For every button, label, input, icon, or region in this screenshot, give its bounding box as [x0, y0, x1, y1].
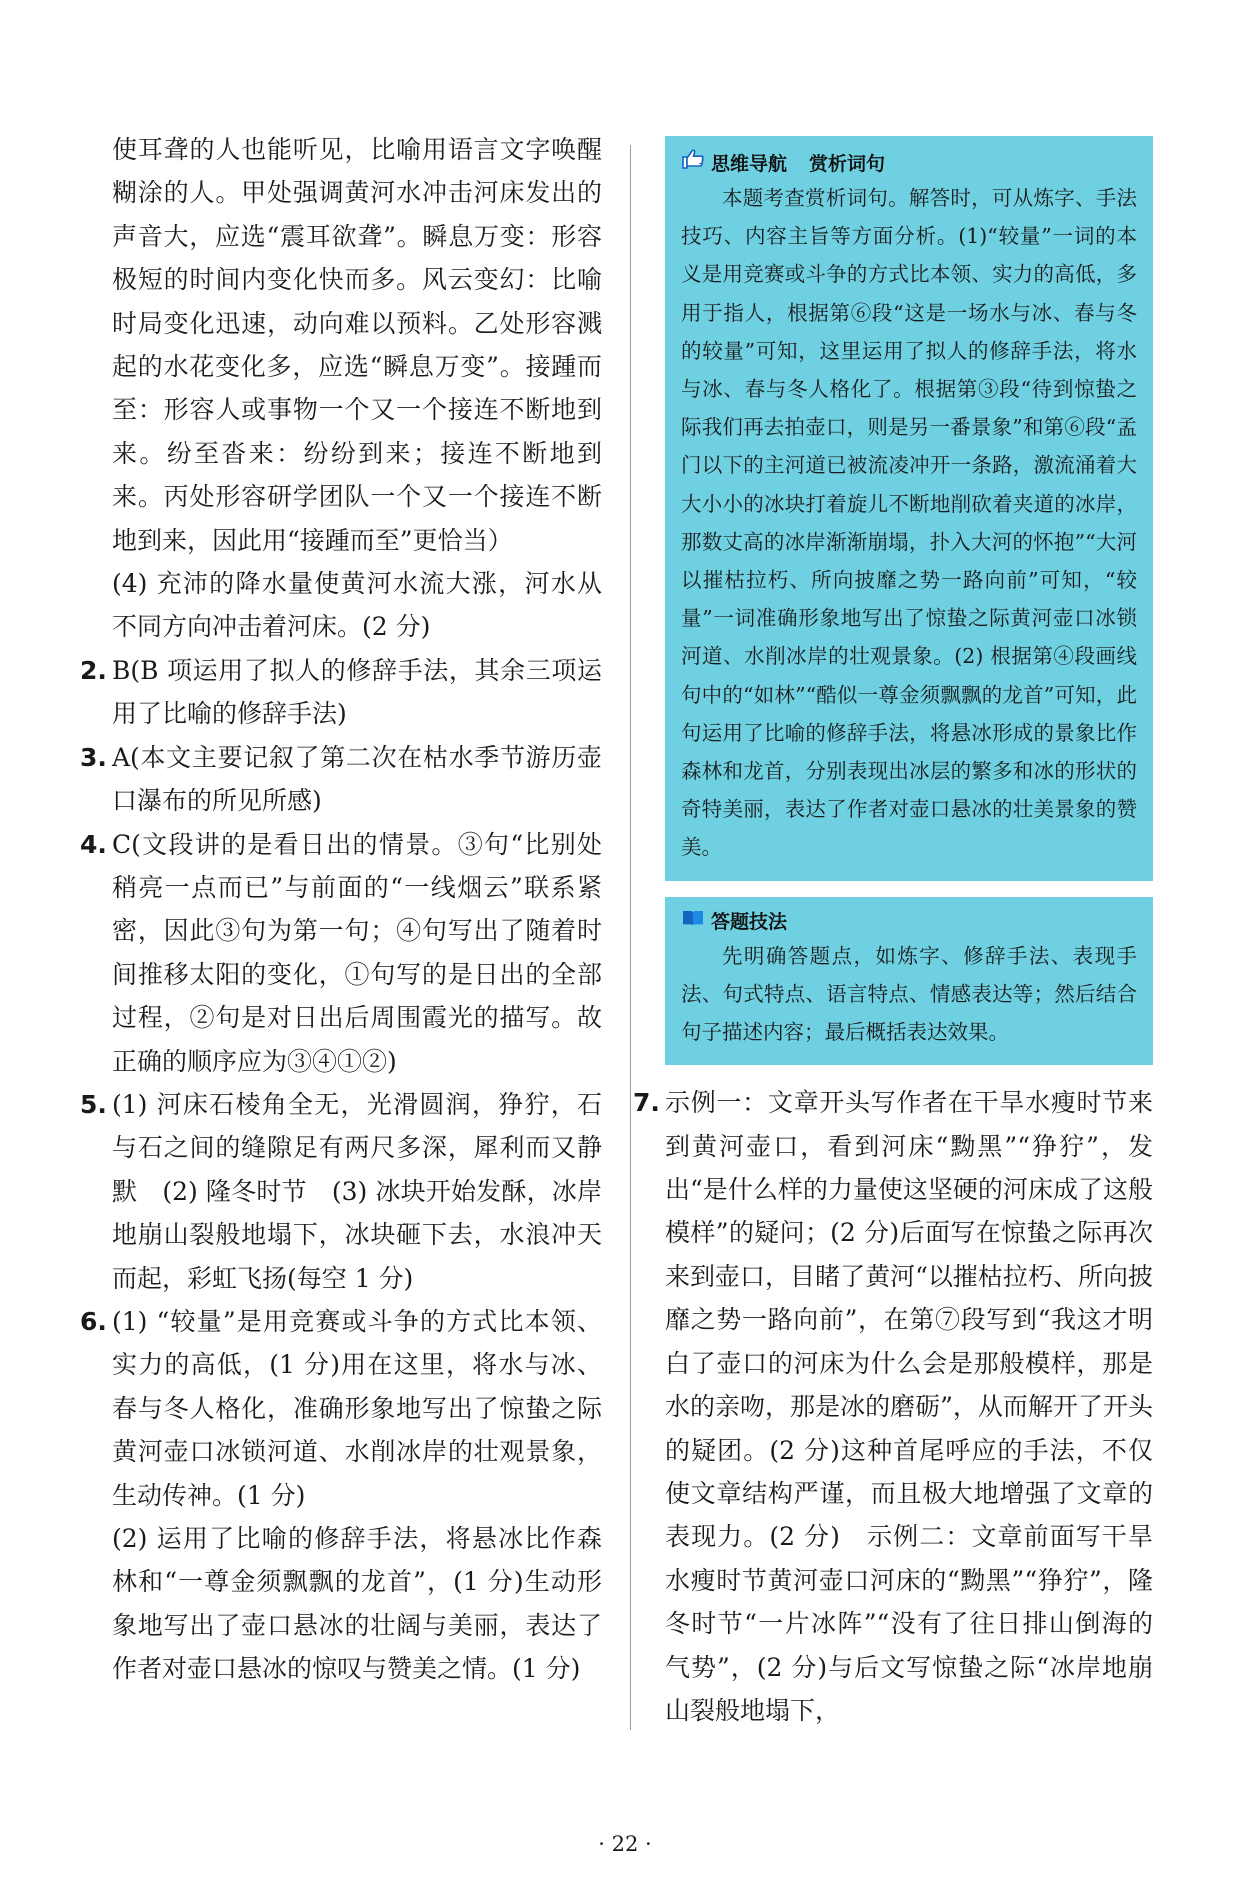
book-icon: [681, 907, 705, 937]
item-text: B(B 项运用了拟人的修辞手法，其余三项运用了比喻的修辞手法): [112, 655, 602, 729]
box-header: [681, 148, 1137, 179]
answer-6-part-2: (2) 运用了比喻的修辞手法，将悬冰比作森林和“一尊金须飘飘的龙首”，(1 分)生动形象地写出了壶口悬冰的壮阔与美丽，表达了作者对壶口悬冰的惊叹与赞美之情。(1 分): [112, 1524, 602, 1684]
answer-item-3: [80, 736, 602, 823]
item-text: (1) 河床石棱角全无，光滑圆润，狰狞，石与石之间的缝隙足有两尺多深，犀利而又静默 (2) 隆冬时节 (3) 冰块开始发酥，冰岸地崩山裂般地塌下，冰块砸下去，水浪冲天而起，彩虹飞扬(每空 1 分): [112, 1089, 602, 1293]
left-column: [80, 128, 602, 1691]
answer-skill-box: [665, 897, 1153, 1066]
skill-text: 先明确答题点，如炼字、修辞手法、表现手法、句式特点、语言特点、情感表达等；然后结合句子描述内容；最后概括表达效果。: [681, 943, 1137, 1045]
answer-continuation: 使耳聋的人也能听见，比喻用语言文字唤醒糊涂的人。甲处强调黄河水冲击河床发出的声音大，应选“震耳欲聋”。瞬息万变：形容极短的时间内变化快而多。风云变幻：比喻时局变化迅速，动向难以预料。乙处形容溅起的水花变化多，应选“瞬息万变”。接踵而至：形容人或事物一个又一个接连不断地到来。纷至沓来：纷纷到来；接连不断地到来。丙处形容研学团队一个又一个接连不断地到来，因此用“接踵而至”更恰当）: [112, 135, 602, 555]
box-subtitle: 赏析词句: [809, 152, 886, 175]
pointing-hand-icon: [681, 148, 705, 179]
answer-item-2: [80, 649, 602, 736]
item-text: (1) “较量”是用竞赛或斗争的方式比本领、实力的高低，(1 分)用在这里，将水与冰、春与冬人格化，准确形象地写出了惊蛰之际黄河壶口冰锁河道、水削冰岸的壮观景象，生动传神。(1 分): [112, 1306, 602, 1510]
item-number: 6.: [80, 1306, 107, 1336]
thinking-text: 本题考查赏析词句。解答时，可从炼字、手法技巧、内容主旨等方面分析。(1)“较量”一词的本义是用竞赛或斗争的方式比本领、实力的高低，多用于指人，根据第⑥段“这是一场水与冰、春与冬的较量”可知，这里运用了拟人的修辞手法，将水与冰、春与冬人格化了。根据第③段“待到惊蛰之际我们再去拍壶口，则是另一番景象”和第⑥段“孟门以下的主河道已被流凌冲开一条路，激流涌着大大小小的冰块打着旋儿不断地削砍着夹道的冰岸，那数丈高的冰岸渐渐崩塌，扑入大河的怀抱”“大河以摧枯拉朽、所向披靡之势一路向前”可知，“较量”一词准确形象地写出了惊蛰之际黄河壶口冰锁河道、水削冰岸的壮观景象。(2) 根据第④段画线句中的“如林”“酷似一尊金须飘飘的龙首”可知，此句运用了比喻的修辞手法，将悬冰形成的景象比作森林和龙首，分别表现出冰层的繁多和冰的形状的奇特美丽，表达了作者对壶口悬冰的壮美景象的赞美。: [681, 186, 1137, 860]
answer-item-6: [80, 1300, 602, 1517]
answer-item-4: [80, 823, 602, 1083]
item-number: 3.: [80, 742, 107, 772]
thinking-navigation-box: [665, 136, 1153, 881]
box-header: [681, 907, 1137, 937]
answer-item-7: [633, 1081, 1153, 1732]
item-number: 5.: [80, 1089, 107, 1119]
item-text: A(本文主要记叙了第二次在枯水季节游历壶口瀑布的所见所感): [112, 742, 602, 816]
item-text: 示例一：文章开头写作者在干旱水瘦时节来到黄河壶口，看到河床“黝黑”“狰狞”，发出“是什么样的力量使这坚硬的河床成了这般模样”的疑问；(2 分)后面写在惊蛰之际再次来到壶口，目睹了黄河“以摧枯拉朽、所向披靡之势一路向前”，在第⑦段写到“我这才明白了壶口的河床为什么会是那般模样，那是水的亲吻，那是冰的磨砺”，从而解开了开头的疑团。(2 分)这种首尾呼应的手法，不仅使文章结构严谨，而且极大地增强了文章的表现力。(2 分) 示例二：文章前面写干旱水瘦时节黄河壶口河床的“黝黑”“狰狞”，隆冬时节“一片冰阵”“没有了往日排山倒海的气势”，(2 分)与后文写惊蛰之际“冰岸地崩山裂般地塌下，: [665, 1088, 1153, 1725]
box-title: 答题技法: [711, 910, 788, 933]
item-number: 4.: [80, 829, 107, 859]
right-column: [633, 136, 1153, 1732]
item-number: 2.: [80, 655, 107, 685]
page-number: · 22 ·: [598, 1832, 652, 1856]
answer-1-part-4: (4) 充沛的降水量使黄河水流大涨，河水从不同方向冲击着河床。(2 分): [112, 569, 602, 642]
box-title: 思维导航: [711, 152, 788, 175]
item-text: C(文段讲的是看日出的情景。③句“比别处稍亮一点而已”与前面的“一线烟云”联系紧密，因此③句为第一句；④句写出了随着时间推移太阳的变化，①句写的是日出的全部过程，②句是对日出后周围霞光的描写。故正确的顺序应为③④①②): [112, 829, 602, 1076]
answer-item-5: [80, 1083, 602, 1300]
column-divider: [630, 145, 631, 1730]
item-number: 7.: [633, 1088, 660, 1118]
